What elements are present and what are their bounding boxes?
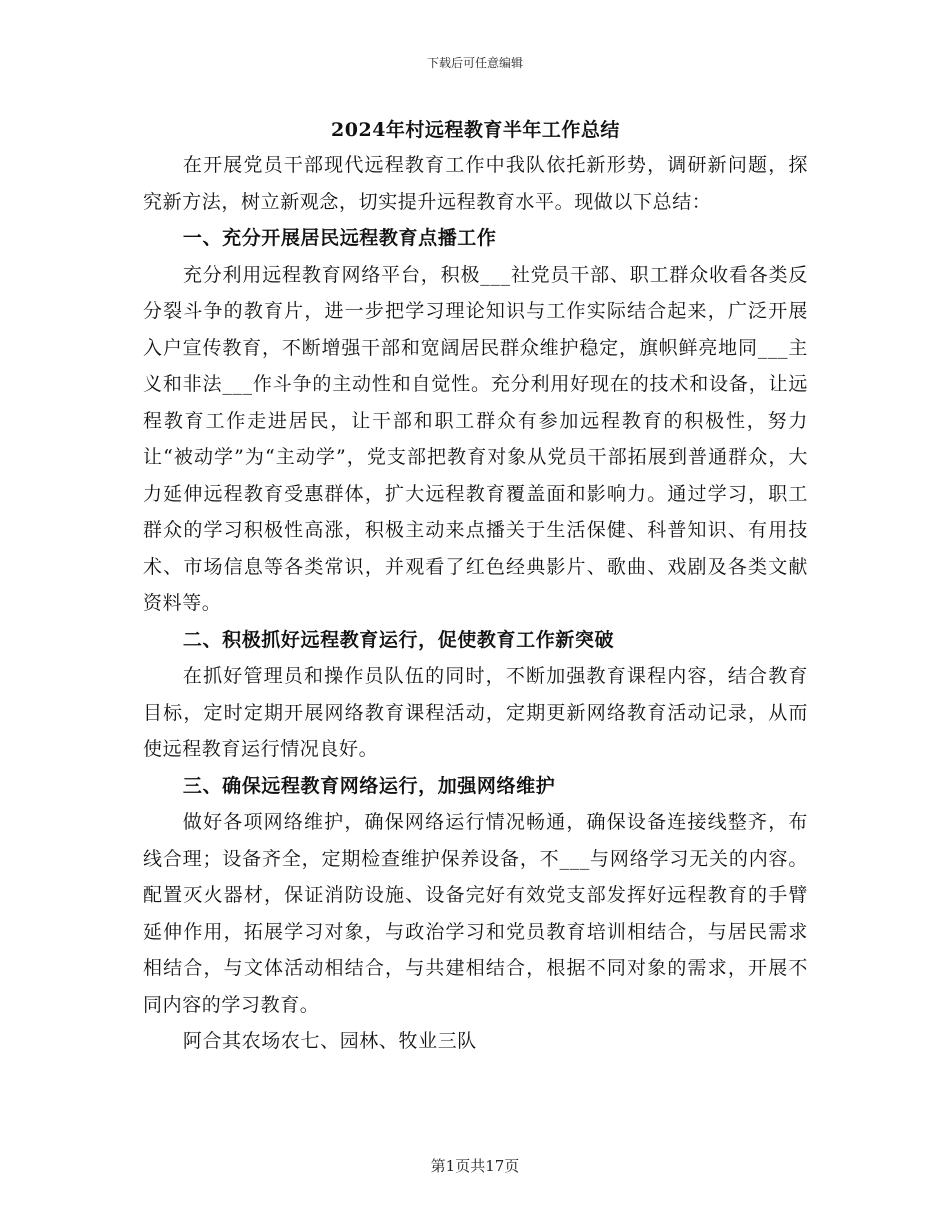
section-1-body: 充分利用远程教育网络平台，积极___社党员干部、职工群众收看各类反分裂斗争的教育片，进一步把学习理论知识与工作实际结合起来，广泛开展入户宣传教育，不断增强干部和宽阔居民群众维护稳定，旗帜鲜亮地同___主义和非法___作斗争的主动性和自觉性。充分利用好现在的技术和设备，让远程教育工作走进居民，让干部和职工群众有参加远程教育的积极性，努力让“被动学”为“主动学”，党支部把教育对象从党员干部拓展到普通群众，大力延伸远程教育受惠群体，扩大远程教育覆盖面和影响力。通过学习，职工群众的学习积极性高涨，积极主动来点播关于生活保健、科普知识、有用技术、市场信息等各类常识，并观看了红色经典影片、歌曲、戏剧及各类文献资料等。 bbox=[143, 263, 808, 614]
section-3-heading: 三、确保远程教育网络运行，加强网络维护 bbox=[182, 774, 556, 797]
page-header-note: 下载后可任意编辑 bbox=[426, 56, 523, 70]
intro-paragraph: 在开展党员干部现代远程教育工作中我队依托新形势，调研新问题，探究新方法，树立新观念，切实提升远程教育水平。现做以下总结： bbox=[143, 154, 808, 213]
document-body bbox=[143, 110, 808, 1060]
section-2-body: 在抓好管理员和操作员队伍的同时，不断加强教育课程内容，结合教育目标，定时定期开展网络教育课程活动，定期更新网络教育活动记录，从而使远程教育运行情况良好。 bbox=[143, 665, 808, 760]
signature-line: 阿合其农场农七、园林、牧业三队 bbox=[182, 1030, 477, 1052]
section-3-body: 做好各项网络维护，确保网络运行情况畅通，确保设备连接线整齐，布线合理；设备齐全，定期检查维护保养设备，不___与网络学习无关的内容。配置灭火器材，保证消防设施、设备完好有效党支部发挥好远程教育的手臂延伸作用，拓展学习对象，与政治学习和党员教育培训相结合，与居民需求相结合，与文体活动相结合，与共建相结合，根据不同对象的需求，开展不同内容的学习教育。 bbox=[143, 811, 808, 1016]
section-2-heading: 二、积极抓好远程教育运行，促使教育工作新突破 bbox=[182, 628, 615, 651]
page-footer-number: 第1页共17页 bbox=[430, 1157, 520, 1175]
document-title: 2024年村远程教育半年工作总结 bbox=[331, 119, 620, 141]
section-1-heading: 一、充分开展居民远程教育点播工作 bbox=[182, 227, 497, 249]
